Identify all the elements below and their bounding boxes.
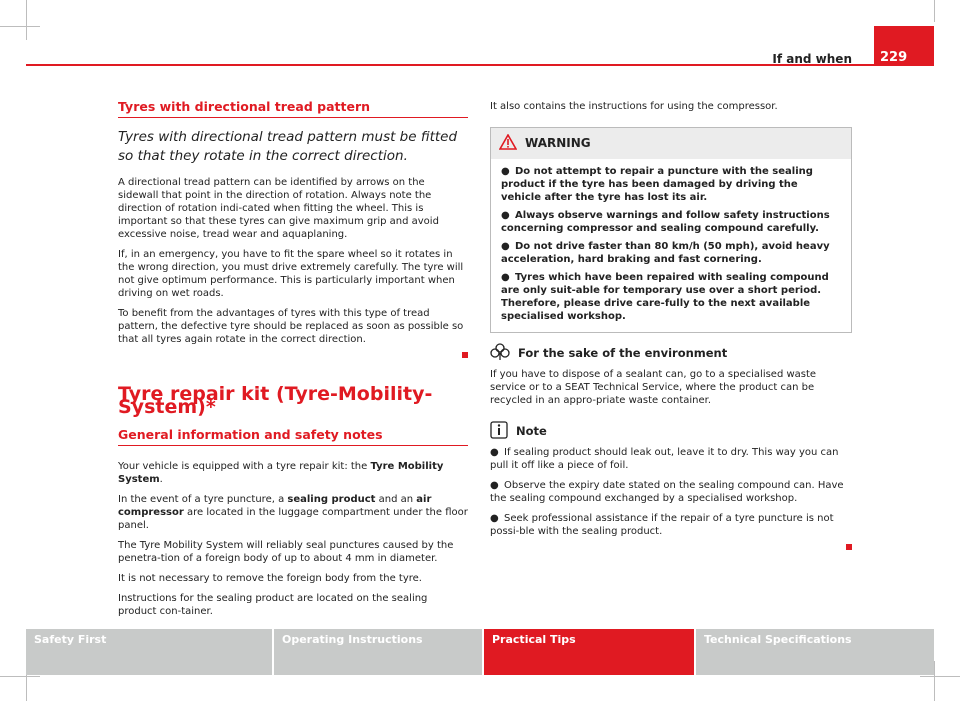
right-column [490, 100, 852, 554]
crop-mark [934, 661, 935, 701]
warning-box [490, 127, 852, 333]
end-square-icon [846, 544, 852, 550]
crop-mark [934, 0, 935, 22]
chapter-title: Tyre repair kit (Tyre-Mobility-System)* [118, 383, 433, 418]
paragraph: It is not necessary to remove the foreign body from the tyre. [118, 573, 422, 584]
flower-icon [490, 343, 510, 364]
subheading-directional-tread: Tyres with directional tread pattern [118, 100, 468, 118]
subheading-safety-notes: General information and safety notes [118, 428, 468, 446]
paragraph: If, in an emergency, you have to fit the spare wheel so it rotates in the wrong direction, you must drive extremely carefully. The tyre will not give optimum performance. This is particularly important when driving on wet roads. [118, 249, 464, 299]
crop-mark [0, 26, 40, 27]
note-item: ● Seek professional assistance if the repair of a tyre puncture is not possi-ble with the sealing product. [490, 513, 834, 537]
paragraph: A directional tread pattern can be identified by arrows on the sidewall that point in the direction of rotation. Always note the direction of rotation indi-cated when fitting the wheel. This is important so that these tyres can give maximum grip and avoid excessive noise, tread wear and aquaplaning. [118, 177, 439, 240]
footer-tab-operating-instructions[interactable]: Operating Instructions [274, 629, 482, 675]
warning-item: ● Do not drive faster than 80 km/h (50 mph), avoid heavy acceleration, hard braking and fast cornering. [501, 241, 830, 265]
page-number: 229 [874, 26, 934, 64]
warning-body [491, 159, 851, 332]
environment-heading [490, 343, 852, 364]
crop-mark [0, 676, 40, 677]
warning-item: ● Always observe warnings and follow safety instructions concerning compressor and sealing compound carefully. [501, 210, 830, 234]
paragraph: To benefit from the advantages of tyres with this type of tread pattern, the defective tyre should be replaced as soon as possible so that all tyres again rotate in the correct direction. [118, 308, 464, 345]
lead-paragraph: Tyres with directional tread pattern must be fitted so that they rotate in the correct direction. [118, 129, 458, 164]
crop-mark [920, 676, 960, 677]
note-item: ● Observe the expiry date stated on the sealing compound can. Have the sealing compound exchanged by a specialised workshop. [490, 480, 844, 504]
paragraph: The Tyre Mobility System will reliably seal punctures caused by the penetra-tion of a foreign body of up to about 4 mm in diameter. [118, 540, 454, 564]
warning-triangle-icon [499, 134, 517, 153]
end-marker [490, 541, 852, 554]
warning-header [491, 128, 851, 159]
footer-tab-practical-tips[interactable]: Practical Tips [484, 629, 694, 675]
paragraph: Your vehicle is equipped with a tyre repair kit: the Tyre Mobility System. [118, 461, 444, 485]
paragraph: It also contains the instructions for using the compressor. [490, 101, 778, 112]
note-item: ● If sealing product should leak out, leave it to dry. This way you can pull it off like a piece of foil. [490, 447, 839, 471]
footer-tab-technical-specifications[interactable]: Technical Specifications [696, 629, 934, 675]
footer-tab-safety-first[interactable]: Safety First [26, 629, 272, 675]
crop-mark [26, 0, 27, 40]
info-icon [490, 421, 508, 442]
warning-item: ● Do not attempt to repair a puncture with the sealing product if the tyre has been damaged by driving the vehicle after the tyre has lost its air. [501, 166, 813, 203]
warning-item: ● Tyres which have been repaired with sealing compound are only suit-able for temporary use over a short period. Therefore, please drive care-fully to the next available specialised workshop. [501, 272, 829, 322]
note-title: Note [516, 424, 547, 438]
paragraph: In the event of a tyre puncture, a sealing product and an air compressor are located in the luggage compartment under the floor panel. [118, 494, 468, 531]
paragraph: If you have to dispose of a sealant can, go to a specialised waste service or to a SEAT Technical Service, where the product can be recycled in an appro-priate waste container. [490, 369, 817, 406]
end-square-icon [462, 352, 468, 358]
environment-title: For the sake of the environment [518, 346, 728, 360]
left-column [118, 100, 468, 625]
end-marker [118, 349, 468, 362]
section-title: If and when [772, 52, 852, 66]
warning-title: WARNING [525, 136, 591, 150]
paragraph: Instructions for the sealing product are located on the sealing product con-tainer. [118, 593, 428, 617]
note-heading [490, 421, 852, 442]
